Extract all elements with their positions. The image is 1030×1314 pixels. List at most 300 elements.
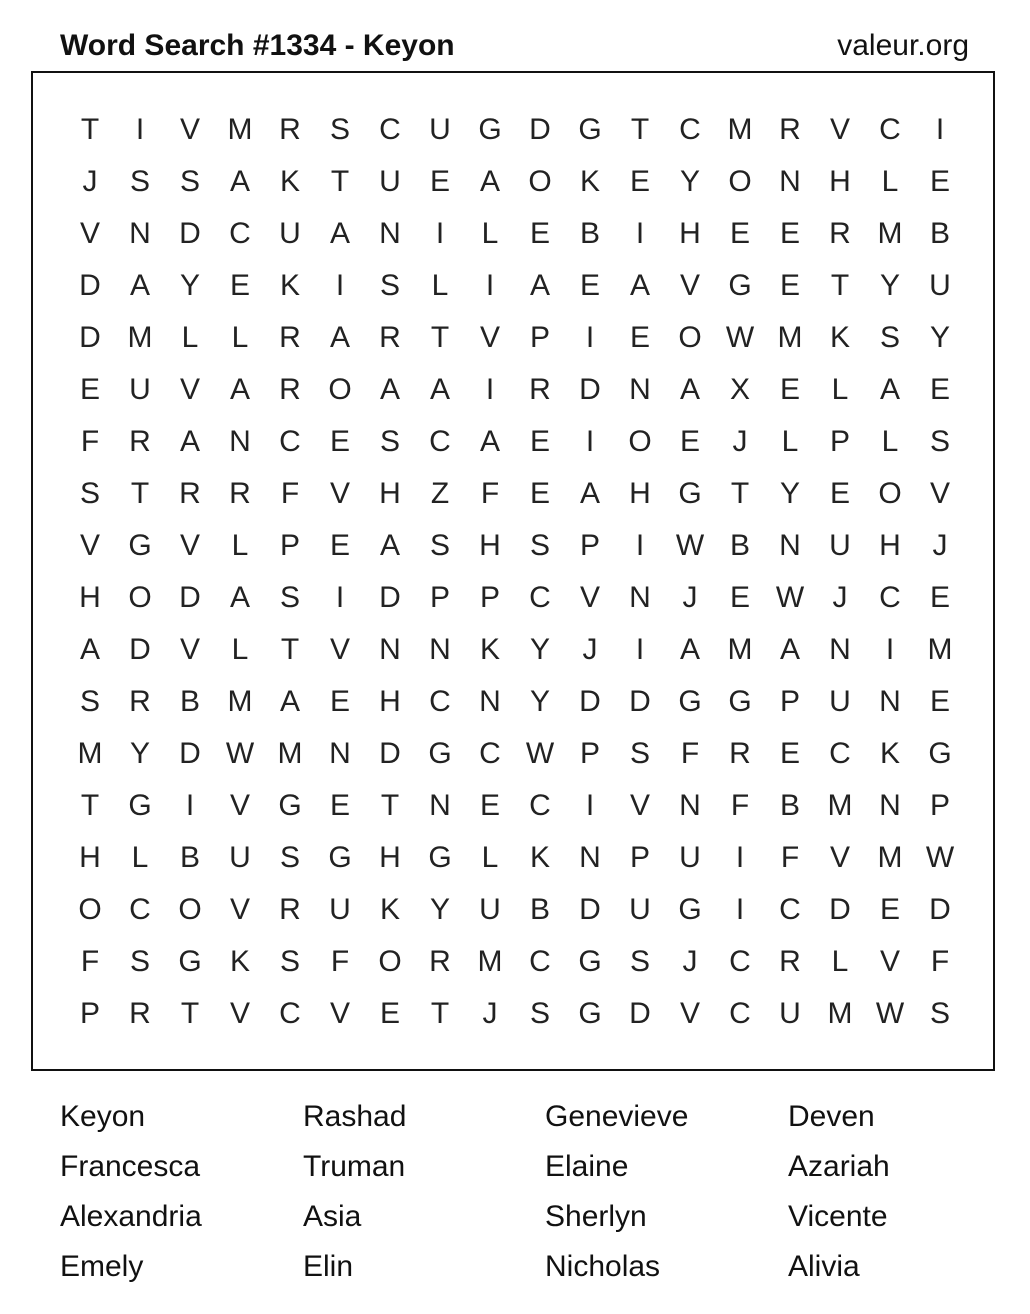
grid-letter[interactable]: I [635,633,645,666]
grid-letter[interactable]: H [379,685,401,718]
grid-letter[interactable]: V [329,633,350,666]
grid-letter[interactable]: W [725,321,755,354]
grid-letter[interactable]: E [329,529,350,562]
grid-letter[interactable]: T [430,321,450,354]
grid-letter[interactable]: E [729,217,750,250]
grid-letter[interactable]: X [729,373,750,406]
grid-letter[interactable]: E [529,425,550,458]
grid-letter[interactable]: I [185,789,195,822]
grid-letter[interactable]: I [635,217,645,250]
grid-letter[interactable]: M [727,633,753,666]
grid-letter[interactable]: N [629,581,651,614]
grid-letter[interactable]: E [329,425,350,458]
grid-letter[interactable]: E [679,425,700,458]
grid-letter[interactable]: P [929,789,950,822]
grid-letter[interactable]: I [335,581,345,614]
grid-letter[interactable]: Y [779,477,800,510]
grid-letter[interactable]: E [729,581,750,614]
grid-letter[interactable]: C [429,425,451,458]
grid-letter[interactable]: S [279,945,300,978]
grid-letter[interactable]: D [629,997,651,1030]
grid-letter[interactable]: M [777,321,803,354]
grid-letter[interactable]: E [379,997,400,1030]
grid-letter[interactable]: I [485,373,495,406]
grid-letter[interactable]: T [330,165,350,198]
grid-letter[interactable]: U [229,841,251,874]
grid-letter[interactable]: E [329,789,350,822]
grid-letter[interactable]: E [929,373,950,406]
grid-letter[interactable]: P [279,529,300,562]
grid-letter[interactable]: L [481,841,499,874]
grid-letter[interactable]: T [130,477,150,510]
grid-letter[interactable]: E [629,165,650,198]
grid-letter[interactable]: I [735,841,745,874]
grid-letter[interactable]: D [579,685,601,718]
grid-letter[interactable]: Z [430,477,450,510]
grid-letter[interactable]: C [729,945,751,978]
grid-letter[interactable]: A [229,373,250,406]
grid-letter[interactable]: P [529,321,550,354]
grid-letter[interactable]: V [229,997,250,1030]
grid-letter[interactable]: S [629,945,650,978]
grid-letter[interactable]: U [129,373,151,406]
grid-letter[interactable]: N [379,633,401,666]
grid-letter[interactable]: G [128,529,152,562]
grid-letter[interactable]: U [829,529,851,562]
grid-letter[interactable]: Y [679,165,700,198]
grid-letter[interactable]: O [878,477,902,510]
grid-letter[interactable]: S [279,581,300,614]
grid-letter[interactable]: K [879,737,900,770]
grid-letter[interactable]: N [879,685,901,718]
grid-letter[interactable]: F [330,945,350,978]
grid-letter[interactable]: R [179,477,201,510]
grid-letter[interactable]: I [885,633,895,666]
grid-letter[interactable]: L [781,425,799,458]
grid-letter[interactable]: E [429,165,450,198]
grid-letter[interactable]: G [428,841,452,874]
grid-letter[interactable]: W [675,529,705,562]
grid-letter[interactable]: O [678,321,702,354]
grid-letter[interactable]: M [827,997,853,1030]
grid-letter[interactable]: C [279,997,301,1030]
grid-letter[interactable]: V [579,581,600,614]
grid-letter[interactable]: C [879,581,901,614]
grid-letter[interactable]: I [585,789,595,822]
grid-letter[interactable]: P [829,425,850,458]
grid-letter[interactable]: I [485,269,495,302]
grid-letter[interactable]: C [529,581,551,614]
grid-letter[interactable]: G [128,789,152,822]
grid-letter[interactable]: L [831,945,849,978]
grid-letter[interactable]: Y [179,269,200,302]
grid-letter[interactable]: V [179,113,200,146]
grid-letter[interactable]: T [180,997,200,1030]
grid-letter[interactable]: L [481,217,499,250]
grid-letter[interactable]: J [682,945,698,978]
grid-letter[interactable]: E [779,373,800,406]
grid-letter[interactable]: M [727,113,753,146]
grid-letter[interactable]: S [129,165,150,198]
grid-letter[interactable]: G [328,841,352,874]
grid-letter[interactable]: V [929,477,950,510]
grid-letter[interactable]: D [79,269,101,302]
grid-letter[interactable]: C [479,737,501,770]
grid-letter[interactable]: M [877,217,903,250]
grid-letter[interactable]: R [129,997,151,1030]
grid-letter[interactable]: A [379,529,400,562]
grid-letter[interactable]: L [231,529,249,562]
grid-letter[interactable]: I [585,321,595,354]
grid-letter[interactable]: N [579,841,601,874]
grid-letter[interactable]: W [775,581,805,614]
grid-letter[interactable]: C [829,737,851,770]
grid-letter[interactable]: F [930,945,950,978]
grid-letter[interactable]: J [582,633,598,666]
grid-letter[interactable]: E [229,269,250,302]
grid-letter[interactable]: E [329,685,350,718]
grid-letter[interactable]: I [635,529,645,562]
grid-letter[interactable]: N [779,165,801,198]
grid-letter[interactable]: G [578,997,602,1030]
grid-letter[interactable]: K [229,945,250,978]
grid-letter[interactable]: E [629,321,650,354]
grid-letter[interactable]: L [881,165,899,198]
grid-letter[interactable]: U [929,269,951,302]
grid-letter[interactable]: R [229,477,251,510]
grid-letter[interactable]: S [529,997,550,1030]
grid-letter[interactable]: K [379,893,400,926]
grid-letter[interactable]: A [579,477,600,510]
grid-letter[interactable]: U [429,113,451,146]
grid-letter[interactable]: M [477,945,503,978]
grid-letter[interactable]: A [329,217,350,250]
grid-letter[interactable]: R [429,945,451,978]
grid-letter[interactable]: F [730,789,750,822]
grid-letter[interactable]: C [779,893,801,926]
grid-letter[interactable]: R [779,945,801,978]
grid-letter[interactable]: I [935,113,945,146]
grid-letter[interactable]: R [129,425,151,458]
grid-letter[interactable]: O [128,581,152,614]
grid-letter[interactable]: V [79,529,100,562]
grid-letter[interactable]: L [231,633,249,666]
grid-letter[interactable]: E [779,737,800,770]
grid-letter[interactable]: H [79,841,101,874]
grid-letter[interactable]: L [131,841,149,874]
grid-letter[interactable]: H [379,477,401,510]
grid-letter[interactable]: V [229,893,250,926]
grid-letter[interactable]: K [479,633,500,666]
grid-letter[interactable]: G [578,945,602,978]
grid-letter[interactable]: S [79,685,100,718]
grid-letter[interactable]: B [179,841,200,874]
grid-letter[interactable]: C [279,425,301,458]
grid-letter[interactable]: E [79,373,100,406]
grid-letter[interactable]: O [78,893,102,926]
grid-letter[interactable]: N [829,633,851,666]
grid-letter[interactable]: S [129,945,150,978]
grid-letter[interactable]: D [529,113,551,146]
grid-letter[interactable]: U [279,217,301,250]
grid-letter[interactable]: W [875,997,905,1030]
grid-letter[interactable]: B [929,217,950,250]
grid-letter[interactable]: N [429,789,451,822]
grid-letter[interactable]: A [529,269,550,302]
grid-letter[interactable]: S [379,269,400,302]
grid-letter[interactable]: E [929,685,950,718]
grid-letter[interactable]: B [729,529,750,562]
grid-letter[interactable]: G [728,685,752,718]
grid-letter[interactable]: T [430,997,450,1030]
grid-letter[interactable]: S [429,529,450,562]
grid-letter[interactable]: K [279,269,300,302]
grid-letter[interactable]: N [229,425,251,458]
grid-letter[interactable]: A [79,633,100,666]
grid-letter[interactable]: F [80,945,100,978]
grid-letter[interactable]: A [279,685,300,718]
grid-letter[interactable]: R [129,685,151,718]
grid-letter[interactable]: G [578,113,602,146]
grid-letter[interactable]: N [479,685,501,718]
grid-letter[interactable]: E [929,165,950,198]
grid-letter[interactable]: V [179,633,200,666]
grid-letter[interactable]: A [229,165,250,198]
grid-letter[interactable]: T [80,113,100,146]
grid-letter[interactable]: G [678,893,702,926]
grid-letter[interactable]: G [678,477,702,510]
grid-letter[interactable]: E [529,477,550,510]
grid-letter[interactable]: D [179,737,201,770]
grid-letter[interactable]: P [79,997,100,1030]
grid-letter[interactable]: H [879,529,901,562]
grid-letter[interactable]: A [779,633,800,666]
grid-letter[interactable]: I [585,425,595,458]
grid-letter[interactable]: S [79,477,100,510]
grid-letter[interactable]: H [629,477,651,510]
grid-letter[interactable]: O [328,373,352,406]
grid-letter[interactable]: O [728,165,752,198]
grid-letter[interactable]: C [129,893,151,926]
grid-letter[interactable]: D [379,737,401,770]
grid-letter[interactable]: V [829,113,850,146]
grid-letter[interactable]: S [279,841,300,874]
grid-letter[interactable]: G [178,945,202,978]
grid-letter[interactable]: E [879,893,900,926]
grid-letter[interactable]: S [379,425,400,458]
grid-letter[interactable]: G [728,269,752,302]
grid-letter[interactable]: A [479,165,500,198]
grid-letter[interactable]: V [179,529,200,562]
grid-letter[interactable]: C [229,217,251,250]
grid-letter[interactable]: S [879,321,900,354]
grid-letter[interactable]: S [929,425,950,458]
grid-letter[interactable]: P [429,581,450,614]
grid-letter[interactable]: P [779,685,800,718]
grid-letter[interactable]: O [628,425,652,458]
grid-letter[interactable]: S [179,165,200,198]
grid-letter[interactable]: E [779,269,800,302]
grid-letter[interactable]: B [579,217,600,250]
grid-letter[interactable]: D [579,893,601,926]
grid-letter[interactable]: Y [129,737,150,770]
grid-letter[interactable]: C [379,113,401,146]
grid-letter[interactable]: E [929,581,950,614]
grid-letter[interactable]: Y [879,269,900,302]
grid-letter[interactable]: M [227,685,253,718]
grid-letter[interactable]: J [832,581,848,614]
grid-letter[interactable]: H [379,841,401,874]
grid-letter[interactable]: B [779,789,800,822]
grid-letter[interactable]: J [482,997,498,1030]
grid-letter[interactable]: B [529,893,550,926]
grid-letter[interactable]: M [927,633,953,666]
grid-letter[interactable]: T [730,477,750,510]
grid-letter[interactable]: I [135,113,145,146]
grid-letter[interactable]: V [229,789,250,822]
grid-letter[interactable]: N [679,789,701,822]
grid-letter[interactable]: U [629,893,651,926]
grid-letter[interactable]: V [329,477,350,510]
grid-letter[interactable]: N [629,373,651,406]
grid-letter[interactable]: W [225,737,255,770]
grid-letter[interactable]: V [829,841,850,874]
grid-letter[interactable]: U [479,893,501,926]
grid-letter[interactable]: P [629,841,650,874]
grid-letter[interactable]: J [682,581,698,614]
grid-letter[interactable]: E [579,269,600,302]
grid-letter[interactable]: R [279,373,301,406]
grid-letter[interactable]: N [429,633,451,666]
grid-letter[interactable]: R [729,737,751,770]
grid-letter[interactable]: D [929,893,951,926]
grid-letter[interactable]: I [435,217,445,250]
grid-letter[interactable]: E [779,217,800,250]
grid-letter[interactable]: S [529,529,550,562]
grid-letter[interactable]: G [278,789,302,822]
grid-letter[interactable]: J [932,529,948,562]
grid-letter[interactable]: P [579,737,600,770]
grid-letter[interactable]: S [629,737,650,770]
grid-letter[interactable]: H [829,165,851,198]
grid-letter[interactable]: H [79,581,101,614]
grid-letter[interactable]: Y [529,685,550,718]
grid-letter[interactable]: O [378,945,402,978]
grid-letter[interactable]: T [830,269,850,302]
grid-letter[interactable]: M [277,737,303,770]
grid-letter[interactable]: M [227,113,253,146]
grid-letter[interactable]: P [479,581,500,614]
grid-letter[interactable]: L [231,321,249,354]
grid-letter[interactable]: R [779,113,801,146]
grid-letter[interactable]: F [780,841,800,874]
grid-letter[interactable]: V [679,997,700,1030]
grid-letter[interactable]: C [679,113,701,146]
grid-letter[interactable]: A [429,373,450,406]
grid-letter[interactable]: N [879,789,901,822]
grid-letter[interactable]: R [379,321,401,354]
grid-letter[interactable]: M [827,789,853,822]
grid-letter[interactable]: T [630,113,650,146]
grid-letter[interactable]: U [829,685,851,718]
grid-letter[interactable]: K [529,841,550,874]
grid-letter[interactable]: Y [429,893,450,926]
grid-letter[interactable]: C [429,685,451,718]
grid-letter[interactable]: A [229,581,250,614]
grid-letter[interactable]: L [881,425,899,458]
grid-letter[interactable]: I [335,269,345,302]
grid-letter[interactable]: D [379,581,401,614]
grid-letter[interactable]: I [735,893,745,926]
grid-letter[interactable]: O [178,893,202,926]
grid-letter[interactable]: U [379,165,401,198]
grid-letter[interactable]: D [579,373,601,406]
grid-letter[interactable]: T [380,789,400,822]
grid-letter[interactable]: O [528,165,552,198]
grid-letter[interactable]: V [479,321,500,354]
grid-letter[interactable]: A [479,425,500,458]
grid-letter[interactable]: E [479,789,500,822]
grid-letter[interactable]: C [529,945,551,978]
grid-letter[interactable]: B [179,685,200,718]
grid-letter[interactable]: T [80,789,100,822]
grid-letter[interactable]: A [329,321,350,354]
grid-letter[interactable]: M [127,321,153,354]
grid-letter[interactable]: F [280,477,300,510]
grid-letter[interactable]: J [732,425,748,458]
grid-letter[interactable]: U [779,997,801,1030]
grid-letter[interactable]: E [529,217,550,250]
grid-letter[interactable]: U [329,893,351,926]
grid-letter[interactable]: G [478,113,502,146]
grid-letter[interactable]: P [579,529,600,562]
grid-letter[interactable]: L [181,321,199,354]
grid-letter[interactable]: E [829,477,850,510]
grid-letter[interactable]: N [129,217,151,250]
grid-letter[interactable]: U [679,841,701,874]
grid-letter[interactable]: M [877,841,903,874]
grid-letter[interactable]: N [329,737,351,770]
grid-letter[interactable]: R [279,893,301,926]
grid-letter[interactable]: A [879,373,900,406]
grid-letter[interactable]: C [729,997,751,1030]
grid-letter[interactable]: R [279,113,301,146]
grid-letter[interactable]: V [329,997,350,1030]
grid-letter[interactable]: R [279,321,301,354]
grid-letter[interactable]: T [280,633,300,666]
grid-letter[interactable]: A [179,425,200,458]
grid-letter[interactable]: C [879,113,901,146]
grid-letter[interactable]: V [629,789,650,822]
grid-letter[interactable]: D [179,217,201,250]
grid-letter[interactable]: S [929,997,950,1030]
grid-letter[interactable]: N [779,529,801,562]
grid-letter[interactable]: A [629,269,650,302]
grid-letter[interactable]: H [679,217,701,250]
grid-letter[interactable]: L [831,373,849,406]
grid-letter[interactable]: V [79,217,100,250]
grid-letter[interactable]: J [82,165,98,198]
grid-letter[interactable]: V [679,269,700,302]
grid-letter[interactable]: V [179,373,200,406]
grid-letter[interactable]: K [579,165,600,198]
grid-letter[interactable]: G [928,737,952,770]
grid-letter[interactable]: G [428,737,452,770]
grid-letter[interactable]: F [80,425,100,458]
grid-letter[interactable]: A [379,373,400,406]
grid-letter[interactable]: Y [529,633,550,666]
grid-letter[interactable]: D [129,633,151,666]
